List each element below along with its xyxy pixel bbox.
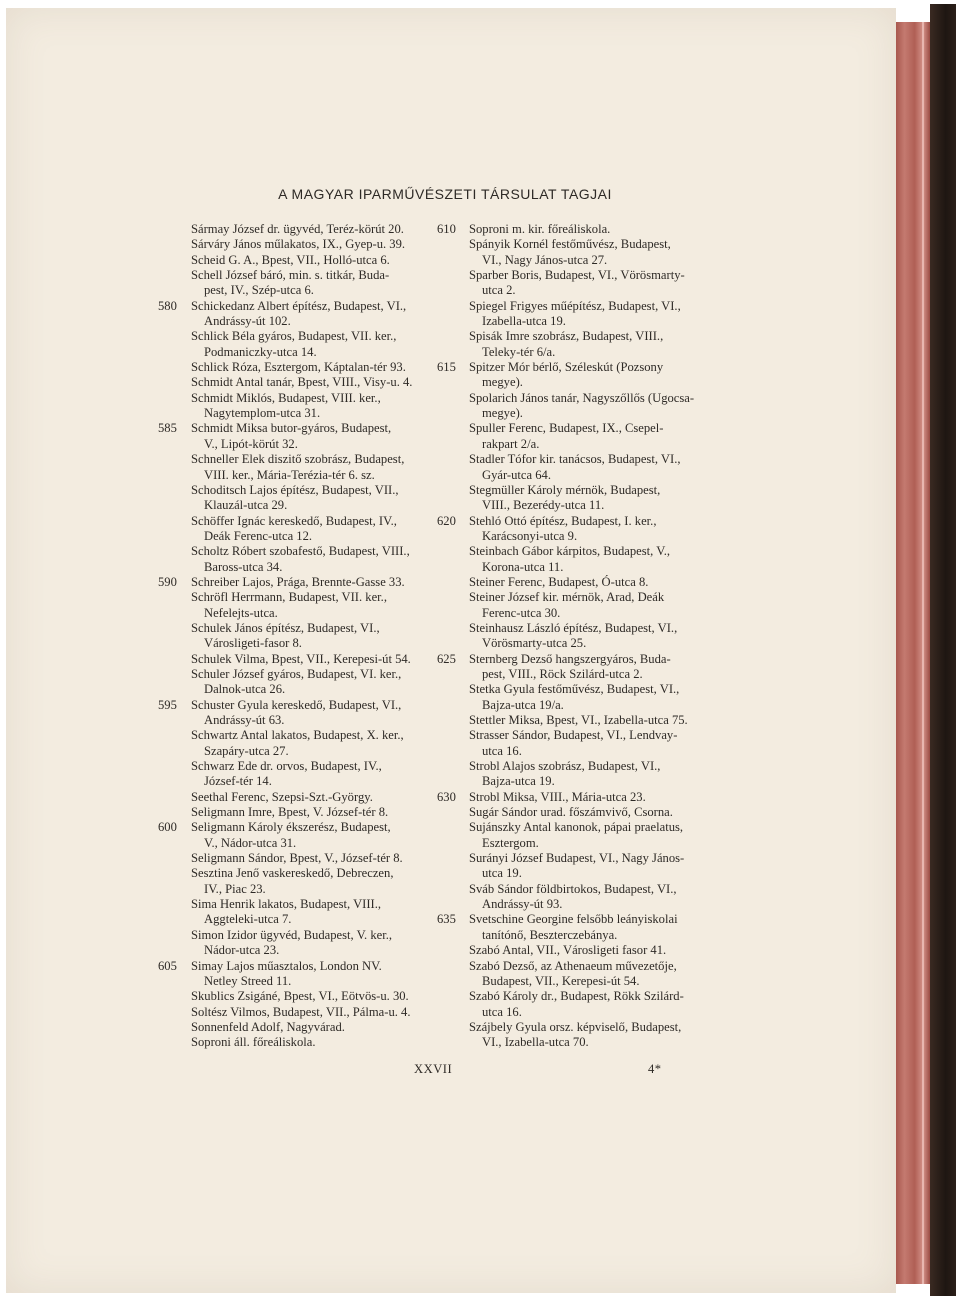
member-entry-line	[191, 314, 423, 329]
member-entry-line	[469, 283, 701, 298]
member-entry-line	[158, 820, 423, 835]
entry-text: Strobl Miksa, VIII., Mária-utca 23.	[469, 789, 646, 804]
entry-text: Bajza-utca 19/a.	[482, 697, 564, 712]
member-entry-line	[191, 253, 423, 268]
entry-text: Schell József báró, min. s. titkár, Buda-	[191, 268, 390, 283]
entry-number: 625	[437, 651, 456, 666]
entry-text: Nádor-utca 23.	[204, 943, 280, 958]
member-entry-line	[191, 774, 423, 789]
member-entry-line	[437, 789, 701, 805]
entry-text: Scholtz Róbert szobafestő, Budapest, VIII.,	[191, 544, 410, 559]
entry-text: Karácsonyi-utca 9.	[482, 528, 578, 543]
member-entry-line	[158, 697, 423, 713]
entry-number: 600	[158, 820, 177, 835]
entry-text: Schoditsch Lajos építész, Budapest, VII.,	[191, 482, 399, 497]
member-entry-line	[191, 329, 423, 344]
member-entry-line	[469, 498, 701, 513]
member-entry-line	[469, 1020, 701, 1035]
entry-text: Podmaniczky-utca 14.	[204, 344, 317, 359]
left-column	[158, 222, 423, 1051]
entry-text: Schöffer Ignác kereskedő, Budapest, IV.,	[191, 513, 397, 528]
entry-text: Svetschine Georgine felsőbb leányiskolai	[469, 912, 678, 927]
entry-text: Skublics Zsigáné, Bpest, VI., Eötvös-u. 30.	[191, 989, 409, 1004]
member-entry-line	[191, 345, 423, 360]
entry-text: VIII., Bezerédy-utca 11.	[482, 498, 605, 513]
entry-number: 630	[437, 789, 456, 804]
member-entry-line	[191, 529, 423, 544]
member-entry-line	[437, 912, 701, 927]
member-entry-line	[191, 897, 423, 912]
member-entry-line	[191, 636, 423, 651]
member-entry-line	[469, 866, 701, 881]
member-entry-line	[469, 943, 701, 958]
entry-text: Strobl Alajos szobrász, Budapest, VI.,	[469, 759, 661, 774]
entry-text: Nagytemplom-utca 31.	[204, 406, 321, 421]
entry-text: Schwartz Antal lakatos, Budapest, X. ker.,	[191, 728, 404, 743]
entry-text: Andrássy-út 93.	[482, 897, 563, 912]
entry-text: VIII. ker., Mária-Terézia-tér 6. sz.	[204, 467, 375, 482]
entry-text: Klauzál-utca 29.	[204, 498, 288, 513]
entry-text: Simay Lajos műasztalos, London NV.	[191, 958, 382, 973]
entry-text: V., Nádor-utca 31.	[204, 835, 297, 850]
member-entry-line	[191, 682, 423, 697]
member-entry-line	[437, 222, 701, 237]
member-entry-line	[191, 836, 423, 851]
member-entry-line	[158, 421, 423, 436]
entry-text: Korona-utca 11.	[482, 559, 564, 574]
entry-text: Schlick Róza, Esztergom, Káptalan-tér 93.	[191, 360, 406, 375]
member-entry-line	[437, 513, 701, 529]
member-entry-line	[469, 606, 701, 621]
entry-number: 580	[158, 298, 177, 313]
entry-text: tanítónő, Beszterczebánya.	[482, 927, 618, 942]
book-edge-red	[896, 22, 930, 1284]
entry-text: rakpart 2/a.	[482, 436, 540, 451]
entry-text: Soproni m. kir. főreáliskola.	[469, 222, 611, 236]
member-entry-line	[469, 713, 701, 728]
entry-number: 635	[437, 912, 456, 927]
entry-text: Szabó Antal, VII., Városligeti fasor 41.	[469, 943, 667, 958]
entry-text: utca 19.	[482, 866, 522, 881]
entry-text: Stetka Gyula festőművész, Budapest, VI.,	[469, 682, 680, 697]
entry-text: Spisák Imre szobrász, Budapest, VIII.,	[469, 329, 664, 344]
entry-text: Steiner Ferenc, Budapest, Ó-utca 8.	[469, 574, 649, 589]
member-entry-line	[469, 544, 701, 559]
member-entry-line	[191, 1005, 423, 1020]
entry-text: Seligmann Imre, Bpest, V. József-tér 8.	[191, 805, 389, 820]
member-entry-line	[469, 529, 701, 544]
member-entry-line	[191, 391, 423, 406]
entry-text: IV., Piac 23.	[204, 881, 266, 896]
member-entry-line	[469, 698, 701, 713]
entry-text: Andrássy-út 102.	[204, 314, 291, 329]
entry-text: Netley Streed 11.	[204, 973, 292, 988]
entry-number: 615	[437, 360, 456, 375]
entry-text: Spiegel Frigyes műépítész, Budapest, VI.,	[469, 298, 681, 313]
member-entry-line	[191, 406, 423, 421]
entry-text: Schmidt Miksa butor-gyáros, Budapest,	[191, 421, 392, 436]
entry-text: Városligeti-fasor 8.	[204, 636, 302, 651]
member-entry-line	[469, 452, 701, 467]
entry-text: VI., Nagy János-utca 27.	[482, 252, 608, 267]
member-entry-line	[191, 1035, 423, 1050]
entry-text: Ferenc-utca 30.	[482, 605, 561, 620]
member-entry-line	[469, 667, 701, 682]
entry-text: Schmidt Antal tanár, Bpest, VIII., Visy-u. 4.	[191, 375, 413, 390]
member-entry-line	[469, 314, 701, 329]
entry-number: 605	[158, 958, 177, 973]
entry-text: Strasser Sándor, Budapest, VI., Lendvay-	[469, 728, 678, 743]
entry-text: Seethal Ferenc, Szepsi-Szt.-György.	[191, 789, 373, 804]
entry-text: Sternberg Dezső hangszergyáros, Buda-	[469, 651, 671, 666]
member-entry-line	[191, 452, 423, 467]
member-entry-line	[191, 237, 423, 252]
member-entry-line	[469, 468, 701, 483]
entry-text: Sonnenfeld Adolf, Nagyvárad.	[191, 1019, 345, 1034]
entry-text: Esztergom.	[482, 835, 539, 850]
entry-text: Szabó Károly dr., Budapest, Rökk Szilárd-	[469, 989, 684, 1004]
member-entry-line	[191, 928, 423, 943]
entry-text: utca 2.	[482, 283, 516, 298]
member-entry-line	[469, 759, 701, 774]
entry-text: Gyár-utca 64.	[482, 467, 551, 482]
entry-text: Izabella-utca 19.	[482, 314, 566, 329]
entry-number: 610	[437, 222, 456, 236]
entry-text: Sármay József dr. ügyvéd, Teréz-körút 20.	[191, 222, 404, 236]
entry-text: megye).	[482, 375, 523, 390]
member-entry-line	[191, 713, 423, 728]
entry-number: 590	[158, 574, 177, 589]
entry-text: megye).	[482, 406, 523, 421]
member-entry-line	[191, 606, 423, 621]
entry-text: pest, VIII., Röck Szilárd-utca 2.	[482, 666, 643, 681]
member-entry-line	[191, 468, 423, 483]
entry-text: utca 16.	[482, 1004, 522, 1019]
member-entry-line	[469, 1035, 701, 1050]
member-entry-line	[469, 820, 701, 835]
entry-text: Nefelejts-utca.	[204, 605, 278, 620]
entry-text: Baross-utca 34.	[204, 559, 283, 574]
member-entry-line	[469, 406, 701, 421]
member-entry-line	[437, 651, 701, 667]
member-entry-line	[191, 590, 423, 605]
entry-text: utca 16.	[482, 743, 522, 758]
member-entry-line	[437, 360, 701, 375]
member-entry-line	[191, 974, 423, 989]
entry-text: Schulek Vilma, Bpest, VII., Kerepesi-út 54.	[191, 651, 411, 666]
entry-text: Dalnok-utca 26.	[204, 682, 286, 697]
member-entry-line	[191, 1020, 423, 1035]
member-entry-line	[469, 268, 701, 283]
entry-text: Schmidt Miklós, Budapest, VIII. ker.,	[191, 390, 381, 405]
entry-text: Simon Izidor ügyvéd, Budapest, V. ker.,	[191, 927, 393, 942]
entry-text: Budapest, VII., Kerepesi-út 54.	[482, 973, 640, 988]
entry-text: Stadler Tófor kir. tanácsos, Budapest, VI.,	[469, 452, 681, 467]
entry-text: Steinhausz László építész, Budapest, VI.,	[469, 620, 678, 635]
member-entry-line	[469, 345, 701, 360]
member-entry-line	[191, 621, 423, 636]
member-entry-line	[469, 375, 701, 390]
member-entry-line	[469, 959, 701, 974]
entry-text: Sváb Sándor földbirtokos, Budapest, VI.,	[469, 881, 677, 896]
member-entry-line	[191, 268, 423, 283]
member-entry-line	[191, 222, 423, 237]
entry-text: Stehló Ottó építész, Budapest, I. ker.,	[469, 513, 657, 528]
member-entry-line	[191, 514, 423, 529]
member-entry-line	[158, 298, 423, 314]
member-entry-line	[469, 851, 701, 866]
entry-text: Spitzer Mór bérlő, Széleskút (Pozsony	[469, 360, 664, 375]
member-entry-line	[191, 882, 423, 897]
member-entry-line	[469, 575, 701, 590]
member-entry-line	[469, 897, 701, 912]
entry-text: Seligmann Károly ékszerész, Budapest,	[191, 820, 391, 835]
member-entry-line	[469, 728, 701, 743]
member-entry-line	[469, 483, 701, 498]
entry-text: Vörösmarty-utca 25.	[482, 636, 587, 651]
entry-text: Stegmüller Károly mérnök, Budapest,	[469, 482, 661, 497]
entry-text: Szabó Dezső, az Athenaeum művezetője,	[469, 958, 677, 973]
member-entry-line	[469, 774, 701, 789]
entry-text: József-tér 14.	[204, 774, 272, 789]
member-entry-line	[191, 544, 423, 559]
entry-text: Sparber Boris, Budapest, VI., Vörösmarty-	[469, 268, 685, 283]
entry-number: 585	[158, 421, 177, 436]
entry-text: Sujánszky Antal kanonok, pápai praelatus,	[469, 820, 684, 835]
member-entry-line	[191, 790, 423, 805]
member-entry-line	[191, 851, 423, 866]
entry-text: Schneller Elek diszitő szobrász, Budapest,	[191, 452, 405, 467]
entry-text: Sima Henrik lakatos, Budapest, VIII.,	[191, 897, 382, 912]
signature-mark: 4*	[648, 1062, 662, 1076]
member-entry-line	[469, 590, 701, 605]
entry-number: 595	[158, 697, 177, 712]
member-entry-line	[191, 652, 423, 667]
entry-text: Steinbach Gábor kárpitos, Budapest, V.,	[469, 544, 671, 559]
entry-text: Spányik Kornél festőművész, Budapest,	[469, 237, 671, 252]
member-entry-line	[191, 728, 423, 743]
member-entry-line	[469, 836, 701, 851]
member-entry-line	[469, 621, 701, 636]
member-entry-line	[191, 360, 423, 375]
entry-text: Spuller Ferenc, Budapest, IX., Csepel-	[469, 421, 664, 436]
entry-text: Sugár Sándor urad. főszámvivő, Csorna.	[469, 805, 673, 820]
entry-text: Sesztina Jenő vaskereskedő, Debreczen,	[191, 866, 394, 881]
entry-text: Schröfl Herrmann, Budapest, VII. ker.,	[191, 590, 387, 605]
entry-text: Deák Ferenc-utca 12.	[204, 528, 313, 543]
member-entry-line	[158, 958, 423, 974]
page-number: XXVII	[414, 1062, 453, 1076]
entry-text: Teleky-tér 6/a.	[482, 344, 556, 359]
member-entry-line	[469, 882, 701, 897]
entry-text: Schlick Béla gyáros, Budapest, VII. ker.,	[191, 329, 397, 344]
member-entry-line	[469, 744, 701, 759]
member-entry-line	[469, 329, 701, 344]
entry-text: Szájbely Gyula orsz. képviselő, Budapest,	[469, 1019, 682, 1034]
member-entry-line	[191, 943, 423, 958]
member-entry-line	[469, 974, 701, 989]
entry-text: Sárváry János műlakatos, IX., Gyep-u. 39.	[191, 237, 406, 252]
entry-text: Schwarz Ede dr. orvos, Budapest, IV.,	[191, 759, 382, 774]
running-header: A MAGYAR IPARMŰVÉSZETI TÁRSULAT TAGJAI	[278, 186, 612, 202]
member-entry-line	[469, 437, 701, 452]
member-entry-line	[469, 391, 701, 406]
member-entry-line	[469, 421, 701, 436]
member-entry-line	[469, 1005, 701, 1020]
member-entry-line	[158, 574, 423, 590]
entry-text: Andrássy-út 63.	[204, 713, 285, 727]
member-entry-line	[469, 299, 701, 314]
member-entry-line	[469, 989, 701, 1004]
entry-text: Steiner József kir. mérnök, Arad, Deák	[469, 590, 665, 605]
entry-text: Schuler József gyáros, Budapest, VI. ker.,	[191, 666, 402, 681]
entry-text: Schuster Gyula kereskedő, Budapest, VI.,	[191, 697, 402, 712]
entry-text: Schreiber Lajos, Prága, Brennte-Gasse 33.	[191, 574, 405, 589]
member-entry-line	[469, 237, 701, 252]
member-entry-line	[191, 759, 423, 774]
member-entry-line	[191, 560, 423, 575]
entry-text: Seligmann Sándor, Bpest, V., József-tér 8.	[191, 851, 403, 866]
entry-text: VI., Izabella-utca 70.	[482, 1035, 589, 1050]
entry-text: V., Lipót-körút 32.	[204, 436, 298, 451]
entry-text: Aggteleki-utca 7.	[204, 912, 292, 927]
member-entry-line	[469, 805, 701, 820]
member-entry-line	[191, 375, 423, 390]
member-entry-line	[191, 667, 423, 682]
entry-text: Bajza-utca 19.	[482, 774, 555, 789]
entry-text: Schulek János építész, Budapest, VI.,	[191, 620, 380, 635]
member-entry-line	[469, 928, 701, 943]
entry-text: Stettler Miksa, Bpest, VI., Izabella-utca 75.	[469, 713, 688, 727]
entry-text: Szapáry-utca 27.	[204, 743, 289, 758]
member-entry-line	[469, 636, 701, 651]
member-entry-line	[191, 744, 423, 759]
member-entry-line	[469, 253, 701, 268]
entry-text: Schickedanz Albert építész, Budapest, VI.,	[191, 298, 407, 313]
member-entry-line	[191, 437, 423, 452]
member-entry-line	[191, 498, 423, 513]
member-entry-line	[469, 682, 701, 697]
right-column	[437, 222, 701, 1051]
member-entry-line	[469, 560, 701, 575]
entry-text: Surányi József Budapest, VI., Nagy János-	[469, 851, 685, 866]
entry-text: Soproni áll. főreáliskola.	[191, 1035, 316, 1050]
entry-text: Scheid G. A., Bpest, VII., Holló-utca 6.	[191, 252, 390, 267]
entry-number: 620	[437, 513, 456, 528]
member-entry-line	[191, 805, 423, 820]
member-entry-line	[191, 989, 423, 1004]
member-entry-line	[191, 483, 423, 498]
book-spine-dark	[930, 4, 956, 1296]
member-entry-line	[191, 912, 423, 927]
member-entry-line	[191, 866, 423, 881]
entry-text: Spolarich János tanár, Nagyszőllős (Ugocsa-	[469, 390, 695, 405]
entry-text: Soltész Vilmos, Budapest, VII., Pálma-u. 4.	[191, 1004, 411, 1019]
member-entry-line	[191, 283, 423, 298]
entry-text: pest, IV., Szép-utca 6.	[204, 283, 314, 298]
